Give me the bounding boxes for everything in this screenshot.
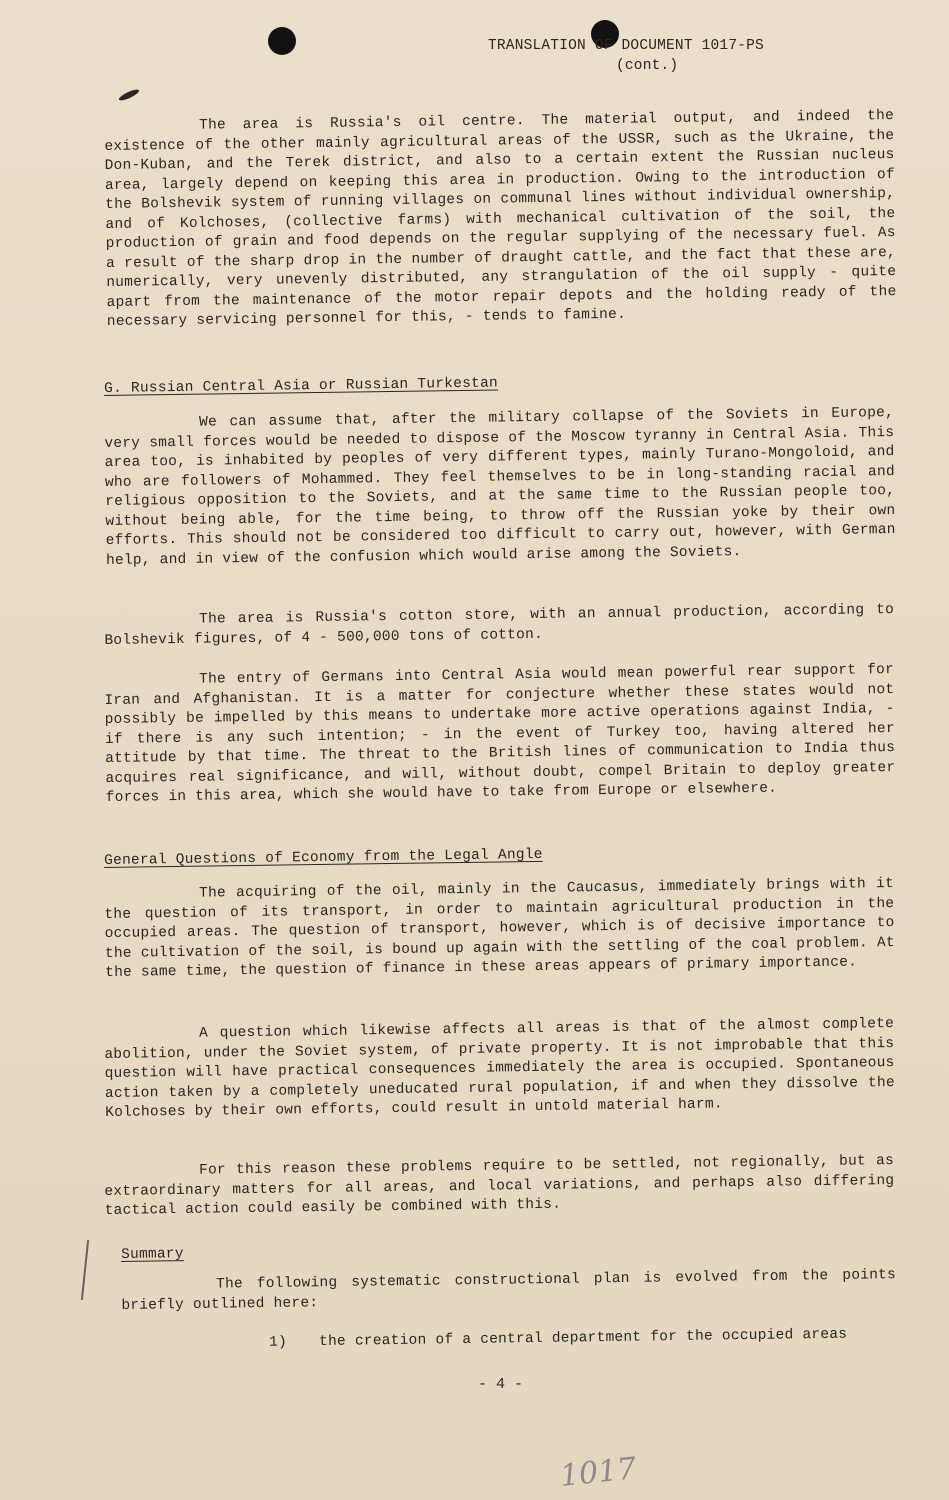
ink-mark <box>118 88 140 103</box>
list-item <box>104 1325 894 1356</box>
section-oil <box>104 107 897 333</box>
section-turkestan-heading <box>104 369 894 400</box>
document-header <box>488 36 808 76</box>
punch-hole-left <box>268 27 296 55</box>
section-summary <box>121 1266 896 1316</box>
handwritten-annotation: 1017 <box>558 1451 638 1494</box>
section-summary-heading <box>121 1235 911 1266</box>
heading-summary: Summary <box>121 1246 184 1263</box>
heading-economy: General Questions of Economy from the Legal Angle <box>104 846 543 869</box>
paragraph-summary-plan: The following systematic constructional plan is evolved from the points briefly outlined here: <box>121 1267 897 1314</box>
list-item-text: the creation of a central department for the occupied areas <box>318 1326 848 1350</box>
section-central-asia <box>104 404 896 571</box>
heading-central-asia: G. Russian Central Asia or Russian Turkestan <box>104 375 499 397</box>
section-regional <box>104 1152 895 1222</box>
margin-bracket <box>81 1240 89 1300</box>
section-entry <box>104 661 896 809</box>
section-list <box>104 1325 894 1356</box>
section-economy <box>104 875 895 984</box>
section-economy-heading <box>104 841 894 872</box>
section-cotton <box>104 601 894 651</box>
paragraph-regional-settlement: For this reason these problems require to be settled, not regionally, but as extraordinary matters for all areas, and local variations, and perhaps also differing tactical action could easily be combined with this. <box>104 1152 895 1219</box>
paragraph-entry-germans: The entry of Germans into Central Asia would mean powerful rear support for Iran and Afghanistan. It is a matter for conjecture whether these states would not possibly be impelled by this means to undertake more active operations against India, - if there is any such intention; - in the event of Turkey too, having altered her attitude by that time. The threat to the British lines of communication to India thus acquires real significance, and will, without doubt, compel Britain to deploy greater forces in this area, which she would have to take from Europe or elsewhere. <box>104 661 896 806</box>
paragraph-cotton-store: The area is Russia's cotton store, with an annual production, according to Bolshevik figures, of 4 - 500,000 tons of cotton. <box>104 601 895 649</box>
header-title: TRANSLATION OF DOCUMENT 1017-PS <box>488 38 764 54</box>
paragraph-oil-transport: The acquiring of the oil, mainly in the Caucasus, immediately brings with it the question of its transport, in order to maintain agricultural production in the occupied areas. The question of transport, however, which is of decisive importance to the cultivation of the soil, is bound up again with the settling of the coal problem. At the same time, the question of finance in these areas appears of primary importance. <box>104 875 895 981</box>
page-number: - 4 - <box>478 1376 524 1393</box>
paragraph-military-collapse: We can assume that, after the military collapse of the Soviets in Europe, very small forces would be needed to dispose of the Moscow tyranny in Central Asia. This area too, is inhabited by peoples of very different types, mainly Turano-Mongoloid, and who are followers of Mohammed. They feel themselves to be in long-standing racial and religious opposition to the Soviets, and at the same time to the Russian people too, without being able, for the time being, to throw off the Russian yoke by their own efforts. This should not be considered too difficult to carry out, however, with German help, and in view of the confusion which would arise among the Soviets. <box>104 404 896 569</box>
paragraph-private-property: A question which likewise affects all areas is that of the almost complete abolition, under the Soviet system, of private property. It is not improbable that this question will have practical consequences immediately the area is occupied. Spontaneous action taken by a completely uneducated rural population, if and when they dissolve the Kolchoses by their own efforts, could result in untold material harm. <box>104 1015 895 1121</box>
list-item-number: 1) <box>268 1334 288 1351</box>
paragraph-oil-centre: The area is Russia's oil centre. The material output, and indeed the existence of the other mainly agricultural areas of the USSR, such as the Ukraine, the Don-Kuban, and the Terek district, and also to a certain extent the Russian nucleus area, largely depend on keeping this area in production. Owing to the introduction of the Bolshevik system of running villages on communal lines without individual ownership, and of Kolchoses, (collective farms) with mechanical cultivation of the soil, the production of grain and food depends on the regular supplying of the necessary fuel. As a result of the sharp drop in the number of draught cattle, and the fact that these are, numerically, very unevenly distributed, any strangulation of the oil supply - quite apart from the maintenance of the motor repair depots and the holding ready of the necessary servicing personnel for this, - tends to famine. <box>104 107 897 330</box>
header-cont: (cont.) <box>616 58 679 74</box>
section-property <box>104 1015 895 1124</box>
